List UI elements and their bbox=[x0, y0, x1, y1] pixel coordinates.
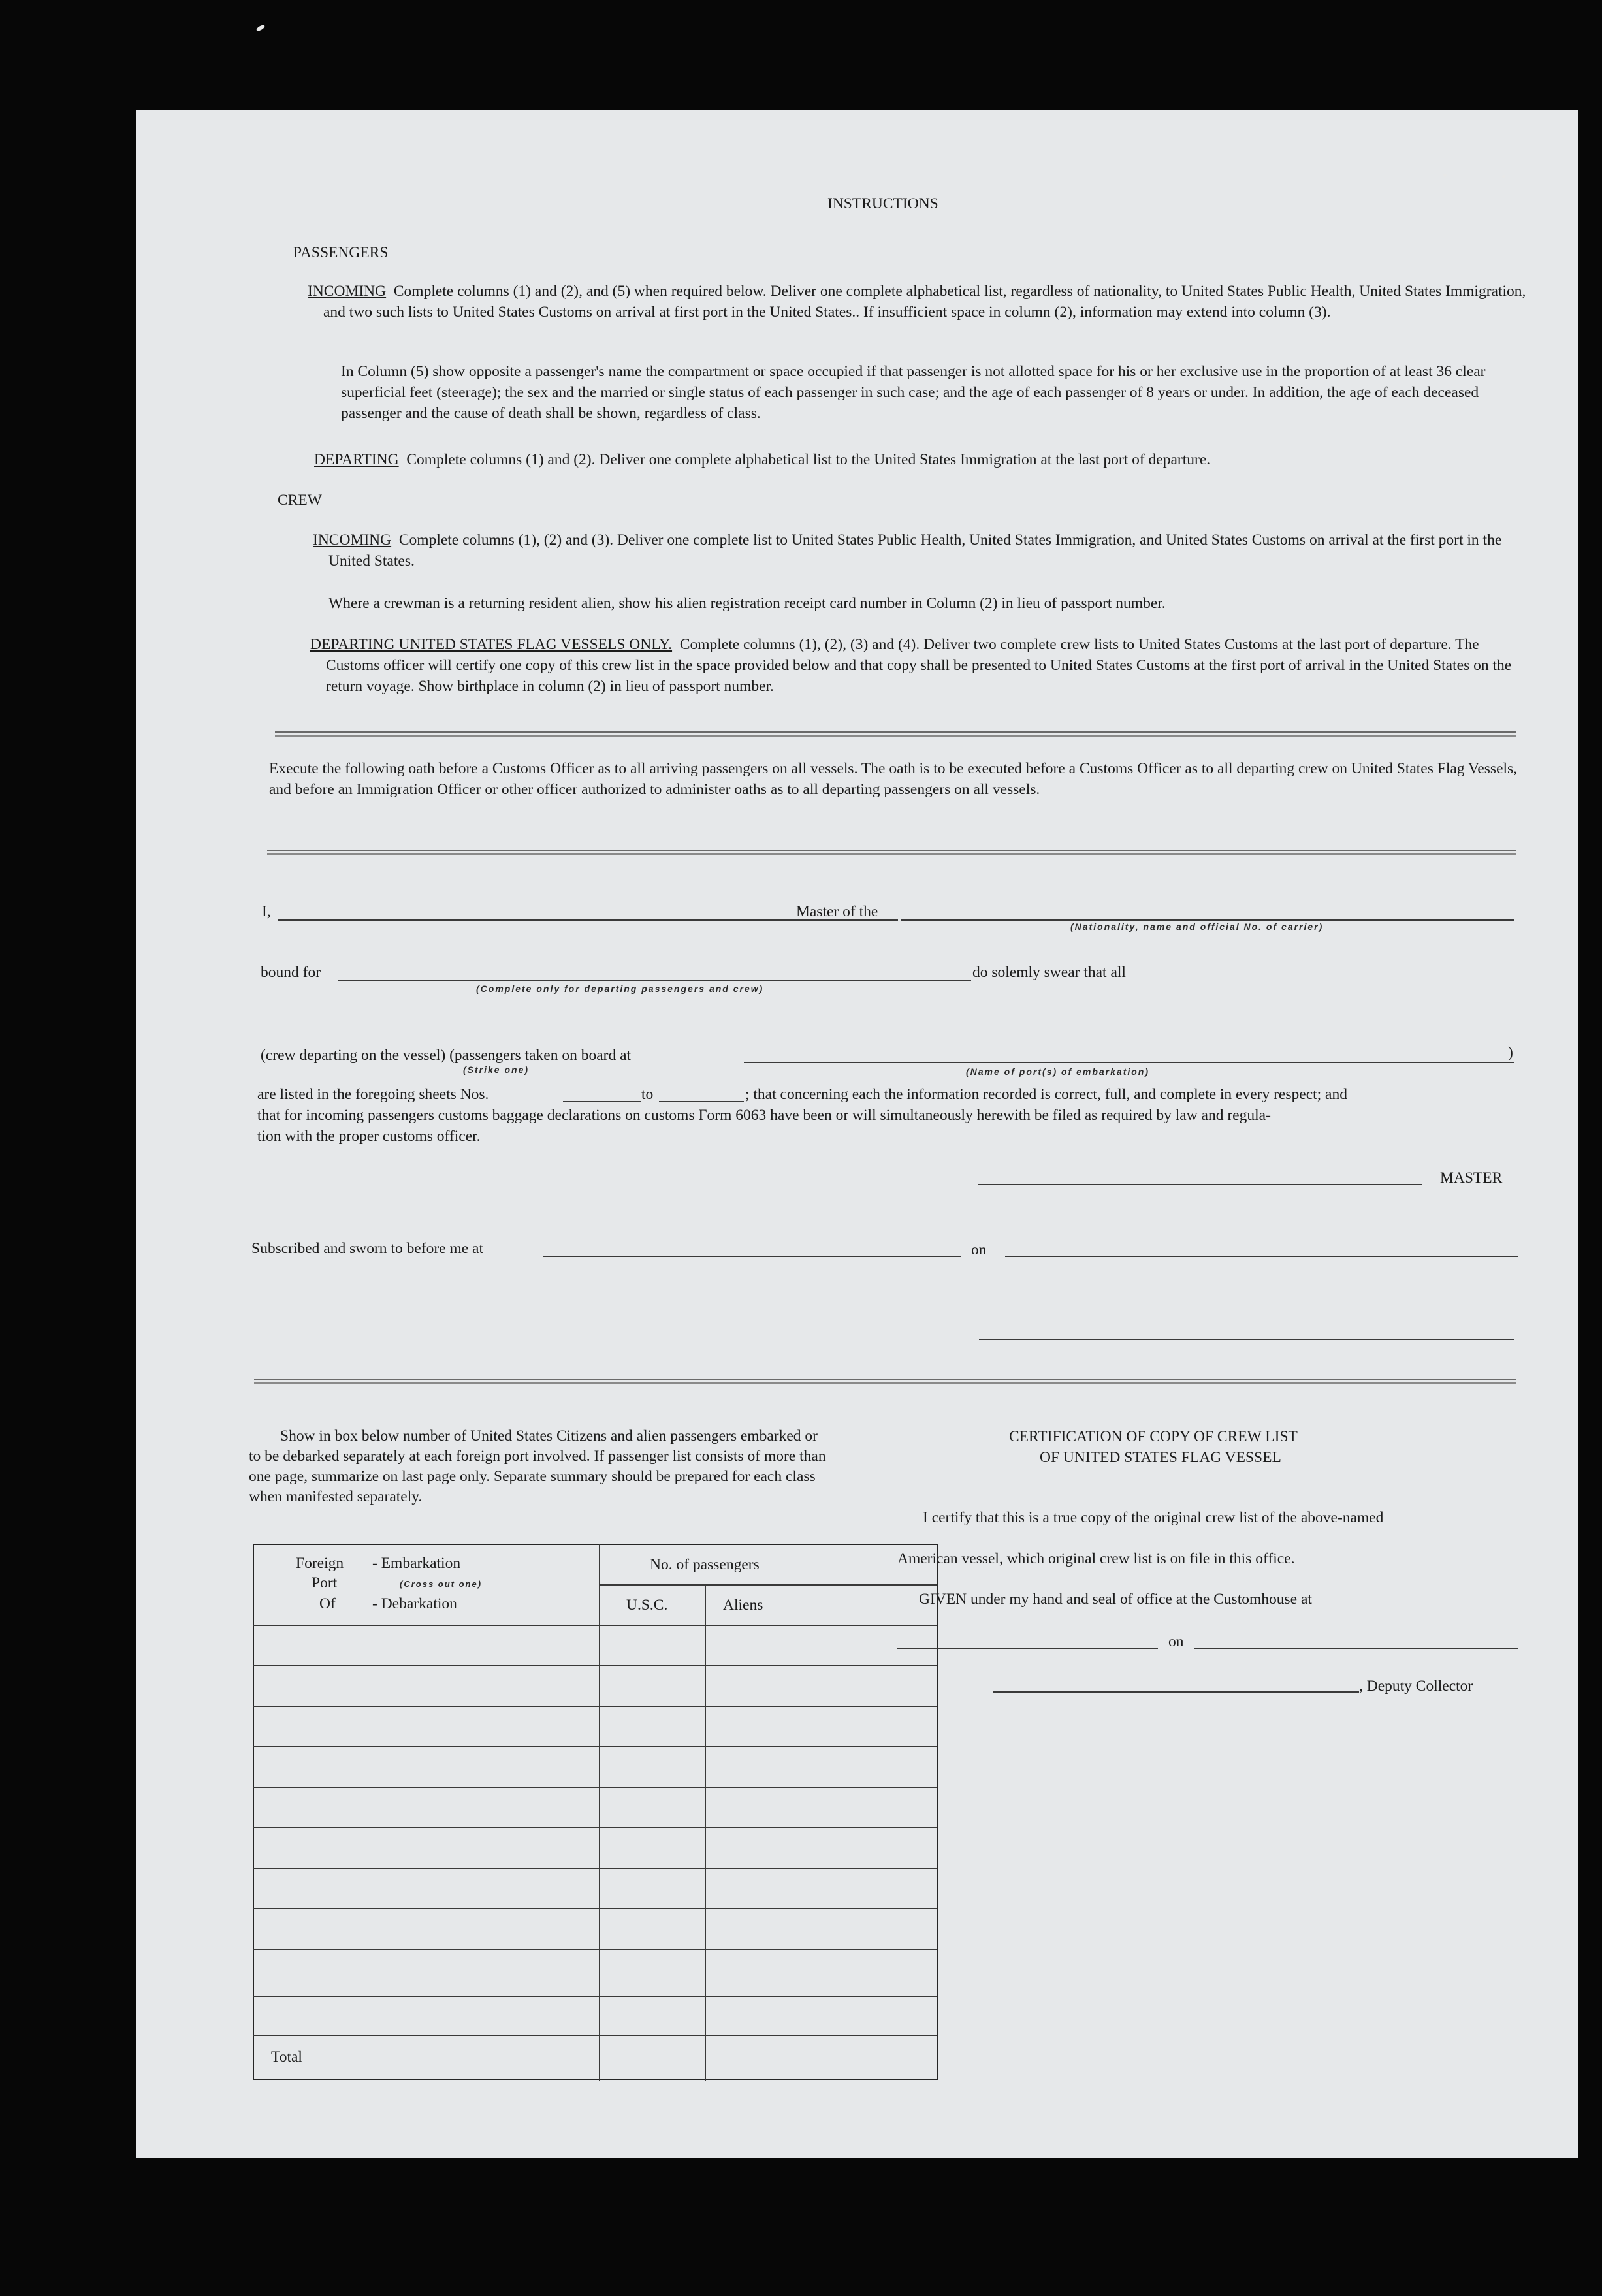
crew-heading: CREW bbox=[278, 492, 322, 509]
sheets-line3: tion with the proper customs officer. bbox=[257, 1128, 481, 1145]
passengers-group-header: No. of passengers bbox=[650, 1556, 760, 1573]
master-of-label: Master of the bbox=[796, 903, 878, 920]
certification-title-2: OF UNITED STATES FLAG VESSEL bbox=[1040, 1449, 1281, 1466]
master-label: MASTER bbox=[1440, 1170, 1503, 1187]
usc-header: U.S.C. bbox=[626, 1597, 668, 1614]
strike-label: (crew departing on the vessel) (passengers taken on board at bbox=[261, 1047, 632, 1064]
oath-i-label: I, bbox=[262, 903, 271, 920]
table-row-line bbox=[253, 1996, 937, 1997]
master-signature-field[interactable] bbox=[978, 1184, 1422, 1185]
subscribed-date-field[interactable] bbox=[1005, 1256, 1518, 1257]
crew-departing-label: DEPARTING UNITED STATES FLAG VESSELS ONLY. bbox=[310, 636, 673, 653]
nationality-hint: (Nationality, name and official No. of carrier) bbox=[1070, 921, 1324, 932]
table-col-divider bbox=[705, 1584, 706, 2081]
table-row-line bbox=[253, 1949, 937, 1950]
crew-incoming-paragraph bbox=[313, 530, 1530, 571]
incoming-text: Complete columns (1) and (2), and (5) when required below. Deliver one complete alphabetical list, regardless of nationality, to United States Public Health, United States Immigration, and two such lists to United States Customs on arrival at first port in the United States.. If insufficient space in column (2), information may extend into column (3). bbox=[323, 283, 1526, 321]
sheets-line2: that for incoming passengers customs baggage declarations on customs Form 6063 have been or will simultaneously herewith be filed as required by law and regula- bbox=[257, 1107, 1271, 1124]
strike-hint: (Strike one) bbox=[463, 1064, 530, 1075]
crew-departing-paragraph bbox=[310, 634, 1528, 697]
incoming-label: INCOMING bbox=[308, 283, 387, 300]
instructions-title: INSTRUCTIONS bbox=[827, 195, 938, 212]
officer-signature-field[interactable] bbox=[979, 1339, 1514, 1340]
subscribed-place-field[interactable] bbox=[543, 1256, 961, 1257]
table-header-divider bbox=[599, 1584, 937, 1586]
col1-foreign: Foreign bbox=[296, 1555, 344, 1572]
passengers-incoming-paragraph bbox=[308, 281, 1538, 323]
oath-intro: Execute the following oath before a Customs Officer as to all arriving passengers on all vessels. The oath is to be executed before a Customs Officer as to all departing crew on United States Flag Vessels, and before an Immigration Officer or other officer authorized to administer oaths as to all departing passengers on all vessels. bbox=[269, 760, 1518, 798]
customhouse-field[interactable] bbox=[897, 1648, 1158, 1649]
table-row-line bbox=[253, 1706, 937, 1707]
certify-line-2: American vessel, which original crew list is on file in this office. bbox=[897, 1550, 1295, 1567]
cross-out-hint: (Cross out one) bbox=[400, 1579, 483, 1589]
deputy-collector-label: , Deputy Collector bbox=[1359, 1678, 1473, 1695]
table-row-line bbox=[253, 1665, 937, 1666]
port-hint: (Name of port(s) of embarkation) bbox=[966, 1066, 1150, 1077]
passengers-heading: PASSENGERS bbox=[293, 244, 389, 261]
passenger-summary-table bbox=[253, 1544, 938, 2081]
crew-departing-text: Complete columns (1), (2), (3) and (4). Deliver two complete crew lists to United States Customs at the last port of departure. The Customs officer will certify one copy of this crew list in the space provided below and that copy shall be presented to United States Customs at the first port of arrival in the United States on the return voyage. Show birthplace in column (2) in lieu of passport number. bbox=[326, 636, 1512, 695]
aliens-header: Aliens bbox=[723, 1597, 763, 1614]
table-row-line bbox=[253, 2035, 937, 2036]
certify-line-1: I certify that this is a true copy of the original crew list of the above-named bbox=[923, 1509, 1384, 1526]
table-header-bottom bbox=[253, 1625, 937, 1626]
column5-paragraph: In Column (5) show opposite a passenger's name the compartment or space occupied if that passenger is not allotted space for his or her exclusive use in the proportion of at least 36 clear superficial feet (steerage); the sex and the married or single status of each passenger in such case; and the age of each passenger of 8 years or under. In addition, the age of each deceased passenger and the cause of death shall be shown, regardless of class. bbox=[341, 363, 1486, 422]
sheets-post: ; that concerning each the information recorded is correct, full, and complete in every respect; and bbox=[745, 1086, 1347, 1103]
sheet-to-field[interactable] bbox=[659, 1101, 744, 1102]
carrier-field[interactable] bbox=[901, 919, 1514, 921]
sheets-pre: are listed in the foregoing sheets Nos. bbox=[257, 1086, 489, 1103]
bound-for-field[interactable] bbox=[338, 980, 971, 981]
subscribed-on-label: on bbox=[971, 1241, 987, 1258]
certification-on-label: on bbox=[1168, 1633, 1184, 1650]
form-page bbox=[136, 110, 1578, 2158]
crew-incoming-text: Complete columns (1), (2) and (3). Deliver one complete list to United States Public Health, United States Immigration, and United States Customs on arrival at the first port in the United States. bbox=[328, 532, 1502, 569]
table-row-line bbox=[253, 1827, 937, 1828]
certification-date-field[interactable] bbox=[1194, 1648, 1518, 1649]
embarkation-port-field[interactable] bbox=[744, 1062, 1514, 1063]
complete-hint: (Complete only for departing passengers and crew) bbox=[476, 983, 764, 994]
close-paren: ) bbox=[1508, 1044, 1513, 1061]
swear-label: do solemly swear that all bbox=[972, 964, 1126, 981]
given-text: GIVEN under my hand and seal of office at the Customhouse at bbox=[919, 1591, 1312, 1608]
oath-divider bbox=[267, 850, 1516, 855]
departing-label: DEPARTING bbox=[314, 451, 399, 468]
crew-alien-paragraph: Where a crewman is a returning resident alien, show his alien registration receipt card number in Column (2) in lieu of passport number. bbox=[328, 595, 1166, 612]
deputy-signature-field[interactable] bbox=[993, 1691, 1359, 1693]
section-divider bbox=[275, 731, 1516, 737]
col1-embarkation: - Embarkation bbox=[372, 1555, 461, 1572]
table-row-line bbox=[253, 1868, 937, 1869]
col1-port: Port bbox=[312, 1574, 338, 1591]
total-label: Total bbox=[271, 2049, 302, 2065]
table-row-line bbox=[253, 1787, 937, 1788]
sheet-from-field[interactable] bbox=[563, 1101, 641, 1102]
certification-title-1: CERTIFICATION OF COPY OF CREW LIST bbox=[1009, 1428, 1298, 1445]
film-speck bbox=[1443, 174, 1447, 177]
passengers-departing-paragraph bbox=[314, 449, 1542, 470]
departing-text: Complete columns (1) and (2). Deliver one complete alphabetical list to the United States Immigration at the last port of departure. bbox=[406, 451, 1211, 468]
bound-for-label: bound for bbox=[261, 964, 321, 981]
crew-incoming-label: INCOMING bbox=[313, 532, 392, 549]
table-row-line bbox=[253, 1746, 937, 1747]
film-speck bbox=[1502, 175, 1505, 178]
lower-divider bbox=[254, 1379, 1516, 1384]
col1-of: Of bbox=[319, 1595, 336, 1612]
subscribed-label: Subscribed and sworn to before me at bbox=[251, 1240, 484, 1257]
col1-debarkation: - Debarkation bbox=[372, 1595, 457, 1612]
sheets-to: to bbox=[641, 1086, 654, 1103]
film-speck bbox=[255, 24, 265, 32]
table-row-line bbox=[253, 1908, 937, 1909]
summary-text: Show in box below number of United States Citizens and alien passengers embarked or to be debarked separately at each foreign port involved. If passenger list consists of more than one page, summarize on last page only. Separate summary should be prepared for each class when manifested separately. bbox=[249, 1427, 826, 1505]
